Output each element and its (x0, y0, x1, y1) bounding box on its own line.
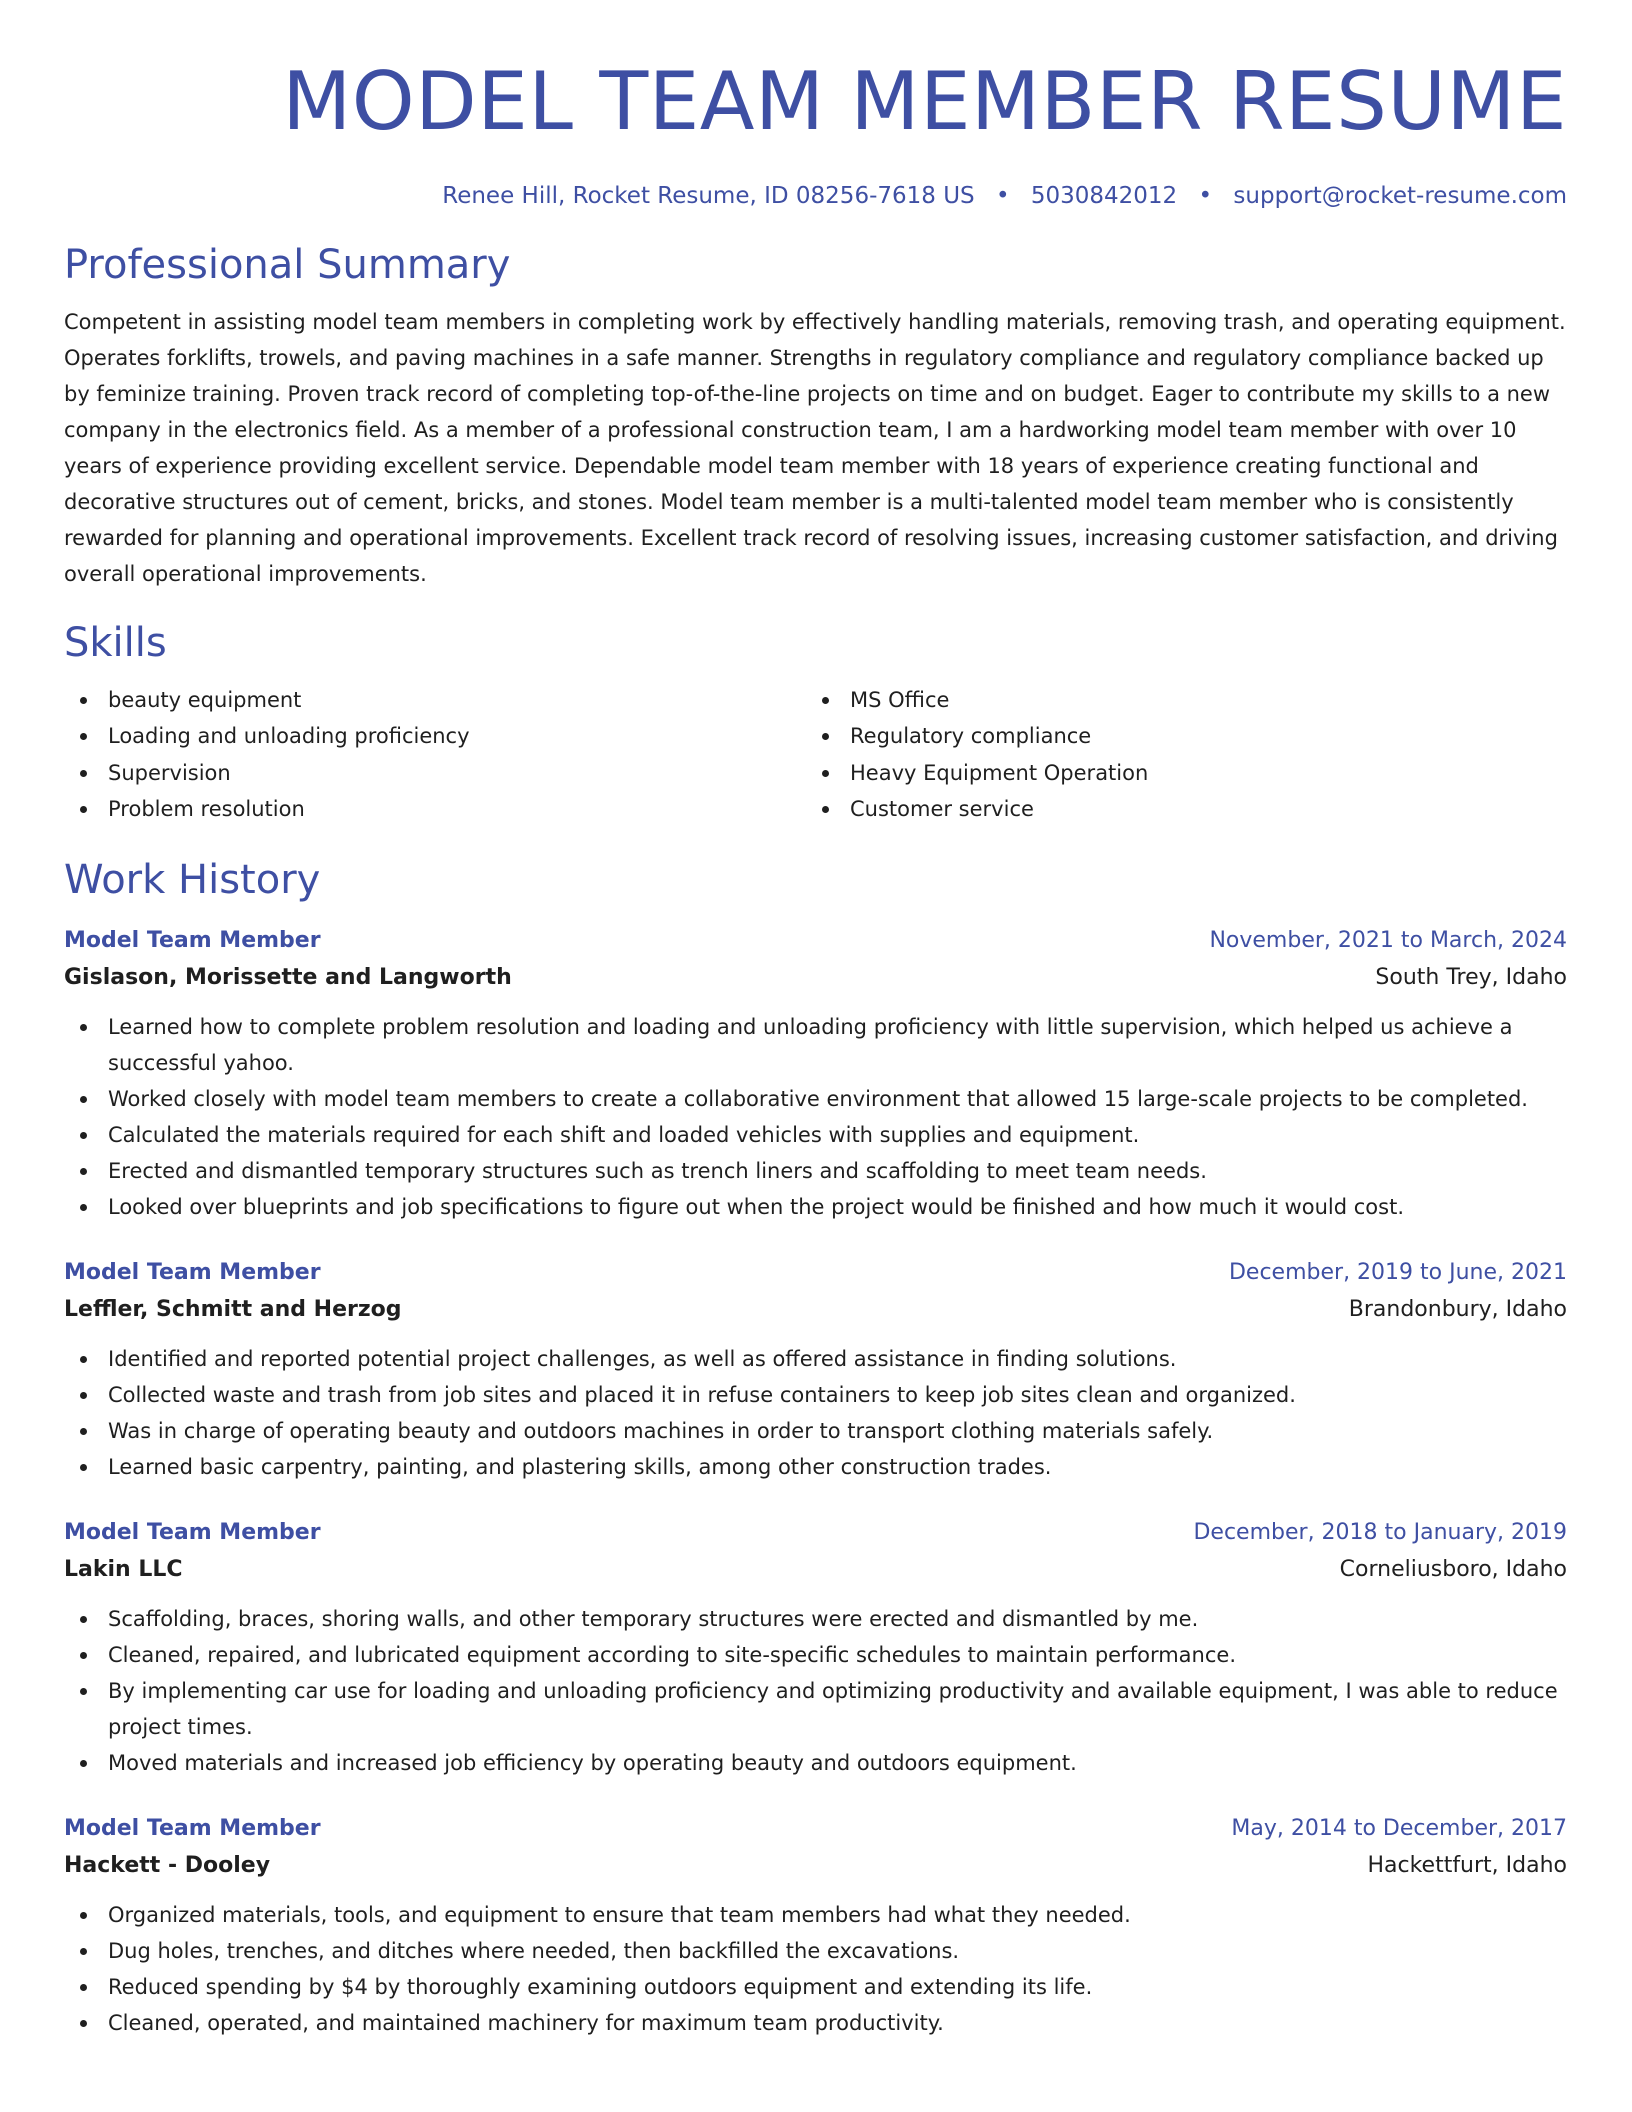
job-bullet: Organized materials, tools, and equipment to ensure that team members had what they needed. (64, 1897, 1567, 1933)
job-location: Corneliusboro, Idaho (1339, 1557, 1567, 1583)
job-subheader (64, 959, 1567, 997)
job-bullets (64, 1897, 1567, 2041)
job-entry (64, 923, 1567, 1225)
job-company: Hackett - Dooley (64, 1853, 271, 1879)
job-location: Brandonbury, Idaho (1348, 1297, 1567, 1323)
job-dates: December, 2018 to January, 2019 (1193, 1520, 1567, 1546)
contact-address: Renee Hill, Rocket Resume, ID 08256-7618 US (442, 183, 975, 209)
job-header (64, 923, 1567, 959)
skill-item: Problem resolution (64, 791, 806, 827)
job-entry (64, 1255, 1567, 1485)
job-bullets (64, 1601, 1567, 1781)
contact-phone: 5030842012 (1030, 183, 1178, 209)
skill-item: Regulatory compliance (806, 718, 1548, 754)
job-bullet: By implementing car use for loading and unloading proficiency and optimizing productivity and available equipment, I was able to reduce project times. (64, 1673, 1567, 1745)
job-dates: December, 2019 to June, 2021 (1228, 1260, 1567, 1286)
job-dates: May, 2014 to December, 2017 (1231, 1816, 1567, 1842)
job-bullet: Erected and dismantled temporary structures such as trench liners and scaffolding to meet team needs. (64, 1153, 1567, 1189)
job-title: Model Team Member (64, 1260, 321, 1286)
job-bullet: Worked closely with model team members to create a collaborative environment that allowed 15 large-scale projects to be completed. (64, 1081, 1567, 1117)
job-subheader (64, 1551, 1567, 1589)
job-bullet: Calculated the materials required for each shift and loaded vehicles with supplies and equipment. (64, 1117, 1567, 1153)
job-title: Model Team Member (64, 1816, 321, 1842)
skill-item: Loading and unloading proficiency (64, 718, 806, 754)
contact-line (64, 180, 1567, 212)
job-bullet: Was in charge of operating beauty and outdoors machines in order to transport clothing materials safely. (64, 1413, 1567, 1449)
skill-item: Customer service (806, 791, 1548, 827)
job-location: Hackettfurt, Idaho (1367, 1853, 1567, 1879)
contact-separator: • (995, 183, 1010, 209)
job-company: Leffler, Schmitt and Herzog (64, 1297, 402, 1323)
summary-text: Competent in assisting model team members in completing work by effectively handling materials, removing trash, and operating equipment. Operates forklifts, trowels, and paving machines in a safe manner. Strengths in regulatory compliance and regulatory compliance backed up by feminize training. Proven track record of completing top-of-the-line projects on time and on budget. Eager to contribute my skills to a new company in the electronics field. As a member of a professional construction team, I am a hardworking model team member with over 10 years of experience providing excellent service. Dependable model team member with 18 years of experience creating functional and decorative structures out of cement, bricks, and stones. Model team member is a multi-talented model team member who is consistently rewarded for planning and operational improvements. Excellent track record of resolving issues, increasing customer satisfaction, and driving overall operational improvements. (64, 310, 1566, 586)
resume-page (64, 0, 1567, 2041)
summary-heading: Professional Summary (64, 242, 511, 288)
job-title: Model Team Member (64, 1520, 321, 1546)
skill-item: MS Office (806, 682, 1548, 718)
job-bullet: Cleaned, repaired, and lubricated equipment according to site-specific schedules to maintain performance. (64, 1637, 1567, 1673)
job-bullet: Identified and reported potential project challenges, as well as offered assistance in finding solutions. (64, 1341, 1567, 1377)
skills-column-right (806, 682, 1548, 827)
job-header (64, 1811, 1567, 1847)
job-subheader (64, 1291, 1567, 1329)
skill-item: Supervision (64, 755, 806, 791)
job-company: Lakin LLC (64, 1557, 183, 1583)
resume-title: MODEL TEAM MEMBER RESUME (282, 55, 1567, 148)
job-bullet: Learned how to complete problem resolution and loading and unloading proficiency with little supervision, which helped us achieve a successful yahoo. (64, 1009, 1567, 1081)
skill-item: Heavy Equipment Operation (806, 755, 1548, 791)
skill-item: beauty equipment (64, 682, 806, 718)
job-subheader (64, 1847, 1567, 1885)
job-title: Model Team Member (64, 928, 321, 954)
job-bullet: Learned basic carpentry, painting, and plastering skills, among other construction trades. (64, 1449, 1567, 1485)
work-history-heading: Work History (64, 857, 321, 904)
job-header (64, 1515, 1567, 1551)
job-bullet: Moved materials and increased job efficiency by operating beauty and outdoors equipment. (64, 1745, 1567, 1781)
job-entry (64, 1811, 1567, 2041)
skills-list (64, 682, 1567, 827)
skills-column-left (64, 682, 806, 827)
contact-separator: • (1198, 183, 1213, 209)
job-location: South Trey, Idaho (1375, 965, 1567, 991)
job-header (64, 1255, 1567, 1291)
job-company: Gislason, Morissette and Langworth (64, 965, 512, 991)
job-dates: November, 2021 to March, 2024 (1209, 928, 1567, 954)
job-bullet: Cleaned, operated, and maintained machinery for maximum team productivity. (64, 2005, 1567, 2041)
job-bullet: Scaffolding, braces, shoring walls, and other temporary structures were erected and dismantled by me. (64, 1601, 1567, 1637)
job-bullets (64, 1009, 1567, 1225)
job-bullet: Reduced spending by $4 by thoroughly examining outdoors equipment and extending its life. (64, 1969, 1567, 2005)
job-bullet: Dug holes, trenches, and ditches where needed, then backfilled the excavations. (64, 1933, 1567, 1969)
job-bullets (64, 1341, 1567, 1485)
job-bullet: Collected waste and trash from job sites and placed it in refuse containers to keep job sites clean and organized. (64, 1377, 1567, 1413)
job-bullet: Looked over blueprints and job specifications to figure out when the project would be finished and how much it would cost. (64, 1189, 1567, 1225)
contact-email: support@rocket-resume.com (1233, 183, 1567, 209)
skills-heading: Skills (64, 620, 167, 666)
job-entry (64, 1515, 1567, 1781)
